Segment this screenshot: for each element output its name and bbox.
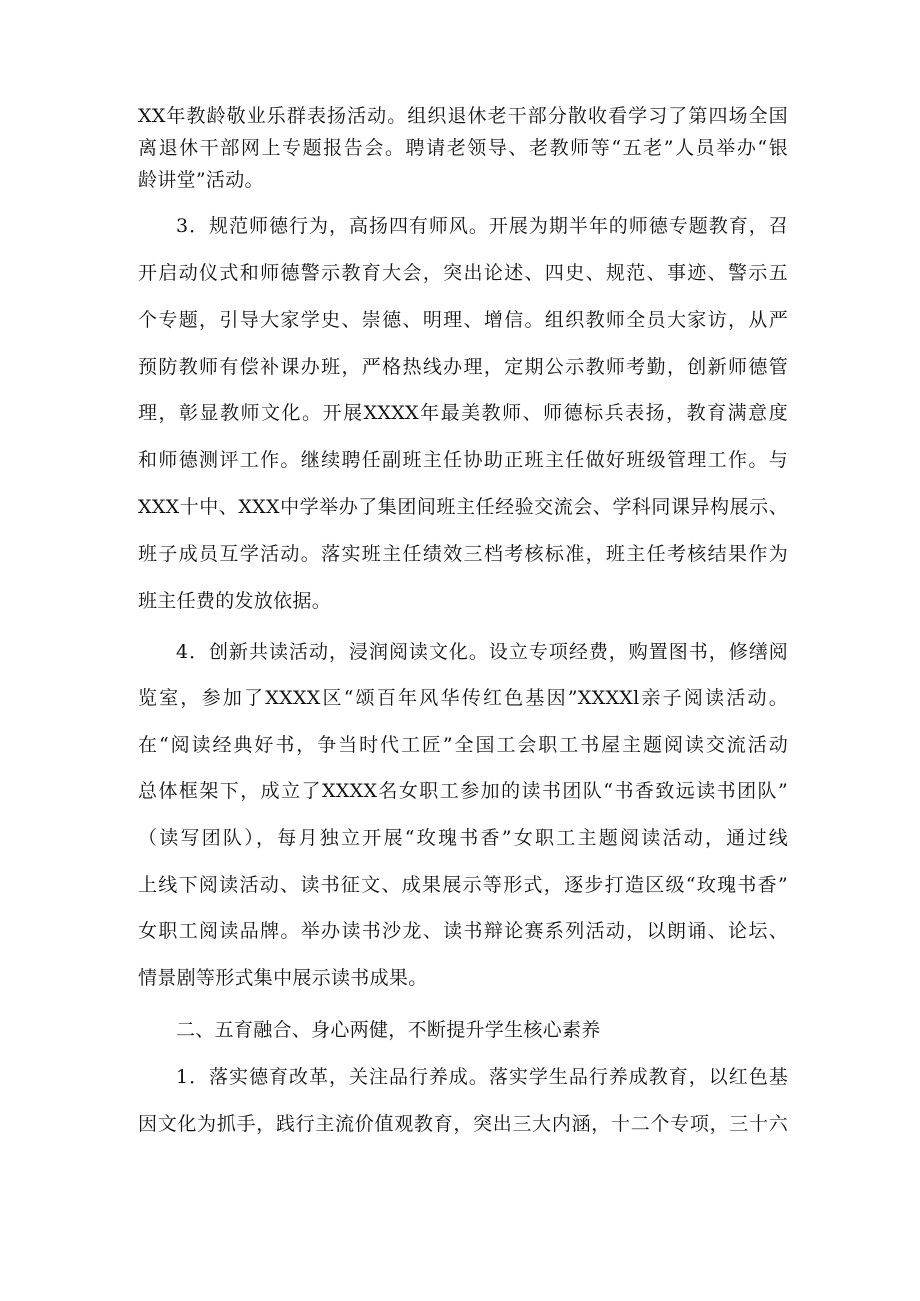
text-line: （读写团队），每月独立开展“玫瑰书香”女职工主题阅读活动，通过线 <box>138 827 788 849</box>
text-line: 3．规范师德行为，高扬四有师风。开展为期半年的师德专题教育，召 <box>176 215 788 237</box>
text-line: 在“阅读经典好书，争当时代工匠”全国工会职工书屋主题阅读交流活动 <box>138 734 788 756</box>
text-line: 览室，参加了XXXX区“颂百年风华传红色基因”XXXXl亲子阅读活动。 <box>138 687 788 709</box>
text-line: 和师德测评工作。继续聘任副班主任协助正班主任做好班级管理工作。与 <box>138 449 788 471</box>
text-line: 因文化为抓手，践行主流价值观教育，突出三大内涵，十二个专项，三十六 <box>138 1113 788 1135</box>
text-line: 4．创新共读活动，浸润阅读文化。设立专项经费，购置图书，修缮阅 <box>176 641 788 663</box>
text-line: 龄讲堂”活动。 <box>138 169 264 191</box>
text-line: 女职工阅读品牌。举办读书沙龙、读书辩论赛系列活动，以朗诵、论坛、 <box>138 920 788 942</box>
text-line: 总体框架下，成立了XXXX名女职工参加的读书团队“书香致远读书团队” <box>138 780 788 802</box>
text-line: XX年教龄敬业乐群表扬活动。组织退休老干部分散收看学习了第四场全国 <box>138 105 788 127</box>
text-line: 离退休干部网上专题报告会。聘请老领导、老教师等“五老”人员举办“银 <box>138 137 788 159</box>
text-line: 个专题，引导大家学史、崇德、明理、增信。组织教师全员大家访，从严 <box>138 309 788 331</box>
text-line: 理，彰显教师文化。开展XXXX年最美教师、师德标兵表扬，教育满意度 <box>138 402 788 424</box>
section-heading: 二、五育融合、身心两健，不断提升学生核心素养 <box>176 1019 601 1041</box>
text-line: XXX十中、XXX中学举办了集团间班主任经验交流会、学科同课异构展示、 <box>138 496 788 518</box>
text-line: 班主任费的发放依据。 <box>138 590 332 612</box>
text-line: 班子成员互学活动。落实班主任绩效三档考核标准，班主任考核结果作为 <box>138 543 788 565</box>
text-line: 情景剧等形式集中展示读书成果。 <box>138 967 428 989</box>
text-line: 上线下阅读活动、读书征文、成果展示等形式，逐步打造区级“玫瑰书香” <box>138 874 788 896</box>
text-line: 1．落实德育改革，关注品行养成。落实学生品行养成教育，以红色基 <box>176 1066 788 1088</box>
text-line: 开启动仪式和师德警示教育大会，突出论述、四史、规范、事迹、警示五 <box>138 262 788 284</box>
text-line: 预防教师有偿补课办班，严格热线办理，定期公示教师考勤，创新师德管 <box>138 356 788 378</box>
